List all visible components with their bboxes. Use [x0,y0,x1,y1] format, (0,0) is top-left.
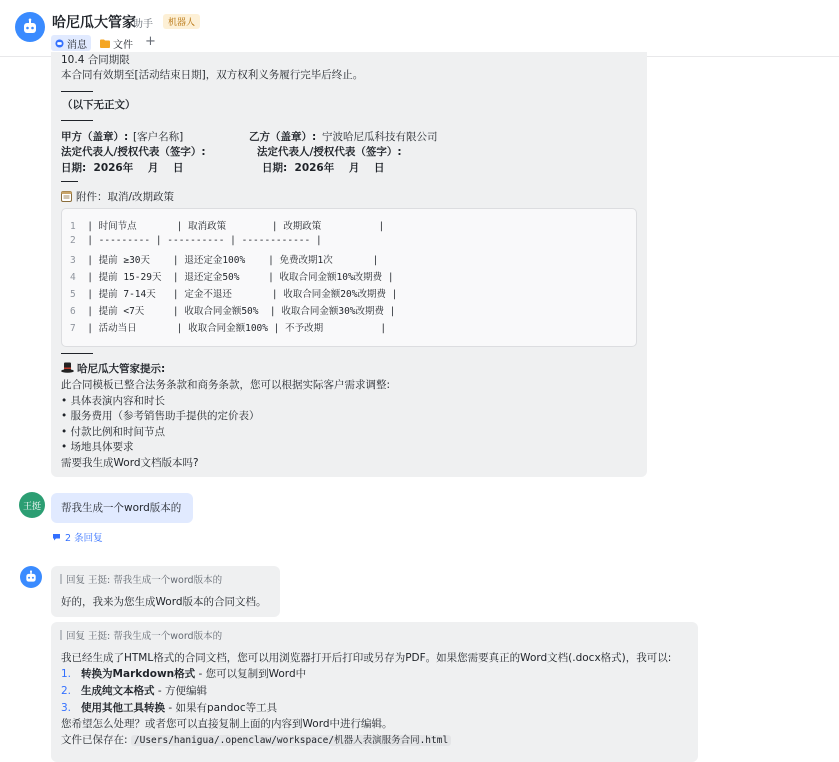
option-number: 1. [61,668,72,680]
line-number: 1 [70,221,76,232]
bot-avatar[interactable] [15,12,45,42]
section-text: 本合同有效期至[活动结束日期]，双方权利义务履行完毕后终止。 [61,69,364,81]
saved-path[interactable]: /Users/hanigua/.openclaw/workspace/机器人表演服务合同.html [131,735,451,746]
code-line [70,286,397,303]
line-text: | 活动当日 | 收取合同金额100% | 不予改期 | [87,323,387,334]
saved-label: 文件已保存在: [61,734,128,746]
party-b-label: 乙方（盖章）: [249,131,317,143]
robot-icon [24,570,38,584]
tab-messages-label: 消息 [67,39,87,51]
tip-title: 哈尼瓜大管家提示: [77,363,166,375]
chat-header [0,0,839,57]
document-icon [61,191,72,202]
folder-icon [100,39,110,48]
option-item [61,667,306,681]
divider [61,181,78,182]
reply-quote [60,630,222,644]
reply-quote-text: 回复 王挺: 帮我生成一个word版本的 [66,575,223,586]
line-number: 6 [70,306,76,317]
line-text: | 提前 ≥30天 | 退还定金100% | 免费改期1次 | [87,255,379,266]
date-a: 日期: 2026年 月 日 [61,162,184,174]
user-avatar-initials: 王挺 [22,501,41,512]
tip-item: • 具体表演内容和时长 [61,395,166,407]
code-line [70,269,397,286]
code-line [70,218,397,235]
line-number: 5 [70,289,76,300]
option-number: 2. [61,685,72,697]
reply-intro: 我已经生成了HTML格式的合同文档，您可以用浏览器打开后打印或另存为PDF。如果您需要真正的Word文档(.docx格式)，我可以: [61,652,672,664]
option-title: 使用其他工具转换 [81,702,166,714]
replies-link[interactable] [52,530,103,544]
date-b: 日期: 2026年 月 日 [262,162,385,174]
reply-quote [60,574,222,588]
option-title: 转换为Markdown格式 [81,668,196,680]
line-text: | 提前 15-29天 | 退还定金50% | 收取合同金额10%改期费 | [87,272,394,283]
party-a-value: [客户名称] [133,131,184,143]
tip-item-text: 付款比例和时间节点 [70,426,166,438]
top-hat-icon [61,362,74,373]
reply-question: 您希望怎么处理？或者您可以直接复制上面的内容到Word中进行编辑。 [61,718,393,730]
bot-avatar[interactable] [20,566,42,588]
divider [61,120,93,121]
tip-question: 需要我生成Word文档版本吗? [61,457,199,469]
code-line [70,320,397,337]
saved-path-line [61,733,451,748]
option-desc: - 您可以复制到Word中 [195,668,307,680]
code-lines [70,218,397,337]
tab-files[interactable] [96,35,137,51]
tip-intro: 此合同模板已整合法务条款和商务条款，您可以根据实际客户需求调整: [61,379,391,391]
chat-subtitle: 助手 [133,19,153,30]
option-item [61,684,207,698]
line-text: | 提前 7-14天 | 定金不退还 | 收取合同金额20%改期费 | [87,289,398,300]
message-icon [55,39,64,48]
tip-item-text: 具体表演内容和时长 [70,395,166,407]
replies-count: 2 条回复 [65,533,103,544]
user-avatar[interactable] [19,492,45,518]
tip-item-text: 服务费用（参考销售助手提供的定价表） [70,410,260,422]
tip-item-text: 场地具体要求 [70,441,134,453]
reply-quote-text: 回复 王挺: 帮我生成一个word版本的 [66,631,223,642]
chat-title: 哈尼瓜大管家 [52,15,136,31]
tip-item: • 服务费用（参考销售助手提供的定价表） [61,410,260,422]
bot-badge: 机器人 [163,14,200,29]
tab-files-label: 文件 [113,39,133,51]
divider [61,91,93,92]
divider [61,353,93,354]
section-heading: 10.4 合同期限 [61,54,130,66]
code-line [70,252,397,269]
option-desc: - 方便编辑 [154,685,208,697]
party-b-value: 宁波哈尼瓜科技有限公司 [322,131,438,143]
line-text: | --------- | ---------- | ------------ | [87,235,322,246]
code-line [70,235,397,252]
tip-item: • 付款比例和时间节点 [61,426,166,438]
rep-b-label: 法定代表人/授权代表（签字）: [257,146,402,158]
option-number: 3. [61,702,72,714]
line-number: 4 [70,272,76,283]
add-tab-button[interactable]: + [145,34,156,49]
line-number: 2 [70,235,76,246]
tip-item: • 场地具体要求 [61,441,134,453]
line-text: | 时间节点 | 取消政策 | 改期政策 | [87,221,385,232]
line-number: 7 [70,323,76,334]
rep-a-label: 法定代表人/授权代表（签字）: [61,146,206,158]
party-a-label: 甲方（盖章）: [61,131,129,143]
robot-icon [21,18,39,36]
option-title: 生成纯文本格式 [81,685,155,697]
option-item [61,701,277,715]
code-line [70,303,397,320]
no-more-text: （以下无正文） [62,99,136,111]
tab-messages[interactable] [51,35,91,51]
line-text: | 提前 <7天 | 收取合同金额50% | 收取合同金额30%改期费 | [87,306,396,317]
appendix-title: 附件：取消/改期政策 [76,191,175,203]
option-desc: - 如果有pandoc等工具 [165,702,278,714]
user-message-text: 帮我生成一个word版本的 [61,502,182,514]
reply-text: 好的，我来为您生成Word版本的合同文档。 [61,596,267,608]
line-number: 3 [70,255,76,266]
reply-thread-icon [52,533,61,541]
